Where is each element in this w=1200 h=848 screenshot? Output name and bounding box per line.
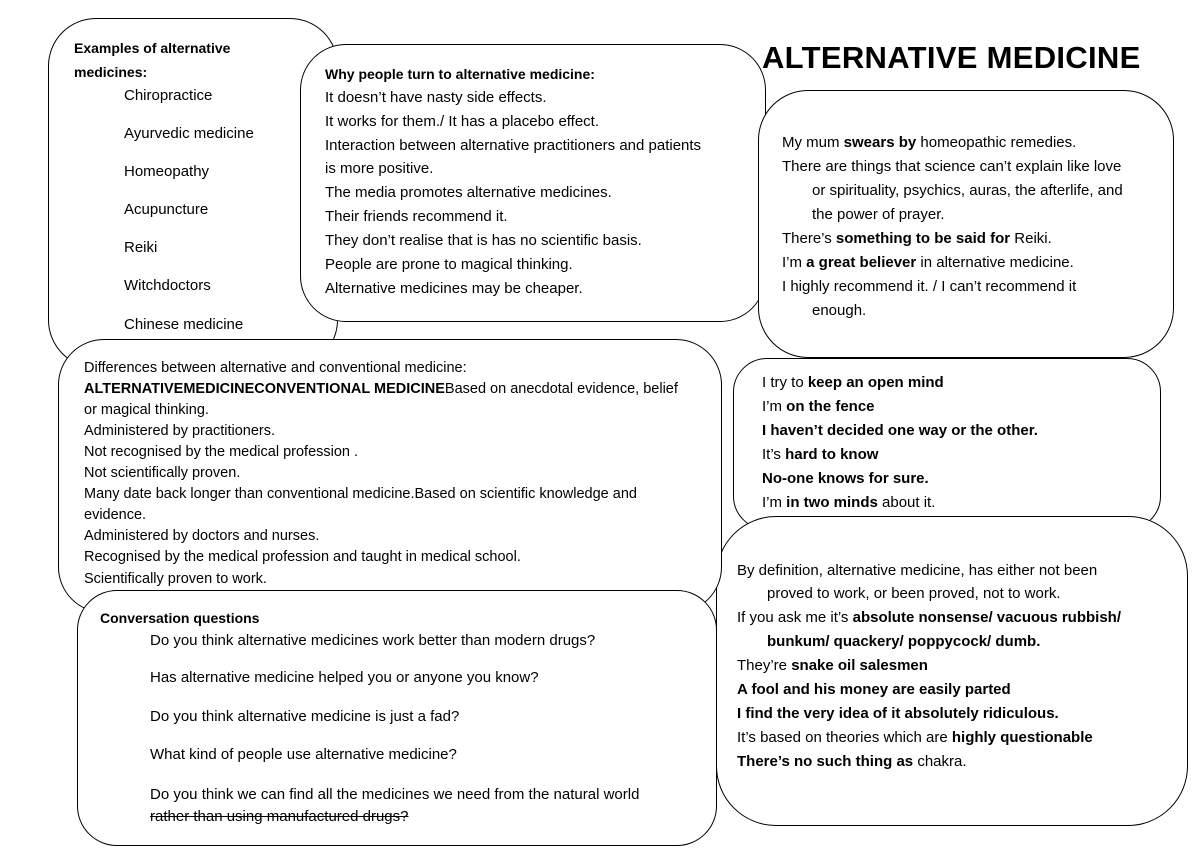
examples-heading-line2: medicines: — [74, 64, 148, 80]
negative-line: A fool and his money are easily parted — [737, 681, 1011, 698]
why-line: They don’t realise that is has no scientific basis. — [325, 232, 642, 249]
question-item: Do you think alternative medicine is just a fad? — [150, 708, 460, 725]
differences-heading: Differences between alternative and conventional medicine: — [84, 360, 467, 376]
negative-line: proved to work, or been proved, not to work. — [767, 585, 1061, 602]
positive-line: I highly recommend it. / I can’t recommend it — [782, 278, 1077, 295]
neutral-line: I’m on the fence — [762, 398, 875, 415]
differences-line: Recognised by the medical profession and taught in medical school. — [84, 549, 521, 565]
negative-line: If you ask me it’s absolute nonsense/ vacuous rubbish/ — [737, 609, 1121, 626]
why-line: Alternative medicines may be cheaper. — [325, 280, 583, 297]
question-item: What kind of people use alternative medicine? — [150, 746, 457, 763]
differences-line: Administered by doctors and nurses. — [84, 528, 320, 544]
why-line: People are prone to magical thinking. — [325, 256, 573, 273]
question-item: Do you think alternative medicines work better than modern drugs? — [150, 632, 596, 649]
positive-line: There are things that science can’t explain like love — [782, 158, 1122, 175]
negative-line: I find the very idea of it absolutely ridiculous. — [737, 705, 1059, 722]
questions-heading: Conversation questions — [100, 610, 260, 626]
neutral-line: I try to keep an open mind — [762, 374, 944, 391]
differences-line: Not scientifically proven. — [84, 465, 241, 481]
neutral-line: I’m in two minds about it. — [762, 494, 936, 511]
positive-line: My mum swears by homeopathic remedies. — [782, 134, 1077, 151]
why-line: It doesn’t have nasty side effects. — [325, 89, 547, 106]
example-item: Chiropractice — [124, 87, 213, 104]
why-line: The media promotes alternative medicines. — [325, 184, 612, 201]
neutral-line: It’s hard to know — [762, 446, 879, 463]
why-heading: Why people turn to alternative medicine: — [325, 66, 595, 82]
neutral-line: No-one knows for sure. — [762, 470, 929, 487]
negative-line: They’re snake oil salesmen — [737, 657, 928, 674]
page-title: ALTERNATIVE MEDICINE — [762, 40, 1141, 75]
positive-line: There’s something to be said for Reiki. — [782, 230, 1052, 247]
negative-line: There’s no such thing as chakra. — [737, 753, 967, 770]
question-item: rather than using manufactured drugs? — [150, 808, 409, 825]
why-line: is more positive. — [325, 160, 434, 177]
differences-line: ALTERNATIVEMEDICINECONVENTIONAL MEDICINEBased on anecdotal evidence, belief — [84, 381, 678, 397]
differences-line: or magical thinking. — [84, 402, 209, 418]
positive-line: I’m a great believer in alternative medicine. — [782, 254, 1074, 271]
positive-line: the power of prayer. — [812, 206, 945, 223]
example-item: Homeopathy — [124, 163, 210, 180]
positive-line: or spirituality, psychics, auras, the afterlife, and — [812, 182, 1123, 199]
negative-line: By definition, alternative medicine, has either not been — [737, 562, 1098, 579]
why-line: It works for them./ It has a placebo effect. — [325, 113, 600, 130]
differences-line: Administered by practitioners. — [84, 423, 275, 439]
example-item: Witchdoctors — [124, 277, 211, 294]
negative-line: bunkum/ quackery/ poppycock/ dumb. — [767, 633, 1041, 650]
differences-line: Not recognised by the medical profession . — [84, 444, 359, 460]
differences-line: Scientifically proven to work. — [84, 571, 267, 587]
differences-line: evidence. — [84, 507, 147, 523]
differences-line: Many date back longer than conventional medicine.Based on scientific knowledge and — [84, 486, 637, 502]
example-item: Chinese medicine — [124, 316, 244, 333]
question-item: Has alternative medicine helped you or anyone you know? — [150, 669, 539, 686]
positive-line: enough. — [812, 302, 867, 319]
question-item: Do you think we can find all the medicines we need from the natural world — [150, 786, 640, 803]
neutral-line: I haven’t decided one way or the other. — [762, 422, 1038, 439]
why-line: Interaction between alternative practitioners and patients — [325, 137, 702, 154]
example-item: Acupuncture — [124, 201, 209, 218]
why-line: Their friends recommend it. — [325, 208, 508, 225]
examples-heading-line1: Examples of alternative — [74, 40, 231, 56]
example-item: Ayurvedic medicine — [124, 125, 254, 142]
negative-line: It’s based on theories which are highly questionable — [737, 729, 1093, 746]
example-item: Reiki — [124, 239, 158, 256]
